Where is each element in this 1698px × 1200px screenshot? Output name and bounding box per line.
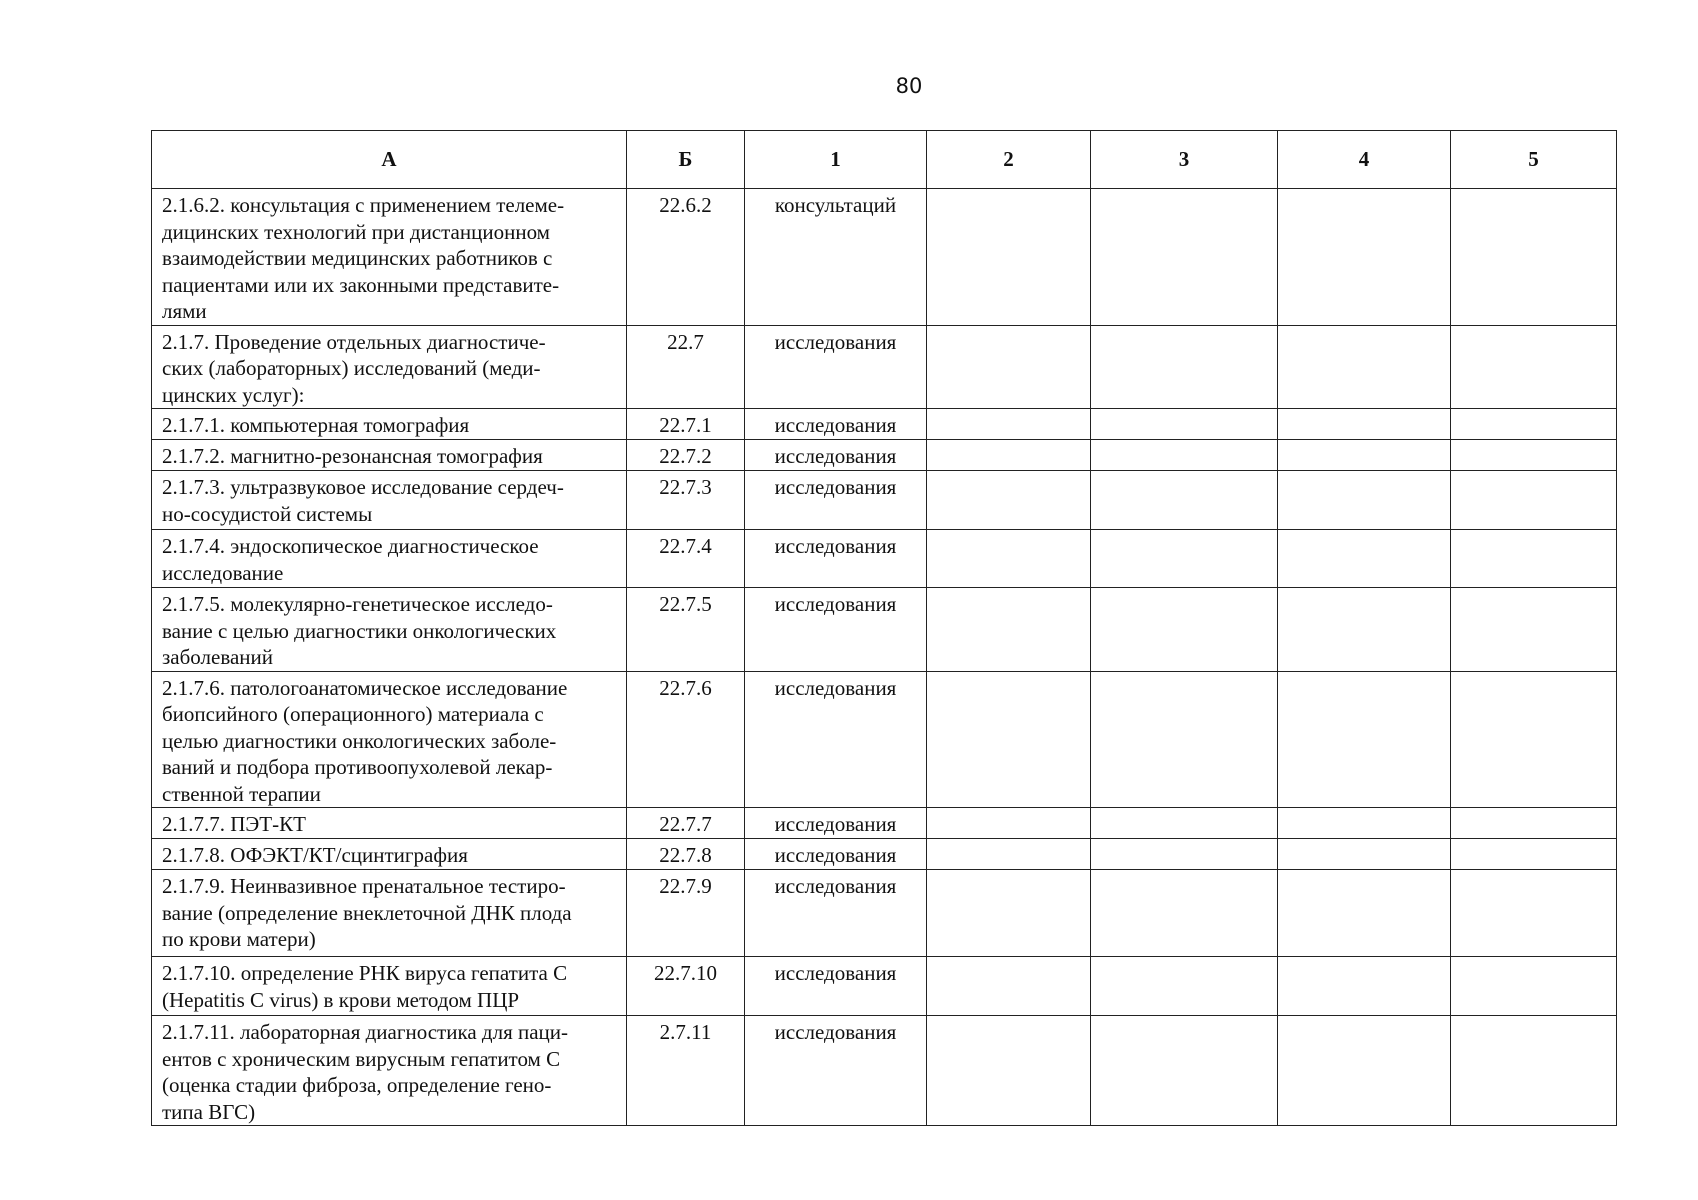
row-value-col-4 — [1278, 189, 1451, 326]
column-header-3: 3 — [1091, 131, 1278, 189]
description-line: дицинских технологий при дистанционном — [162, 219, 550, 244]
table-header-row — [152, 131, 1617, 189]
row-value-col-3 — [1091, 471, 1278, 530]
row-value-col-3 — [1091, 870, 1278, 957]
row-value-col-5 — [1451, 530, 1617, 588]
column-header-2: 2 — [927, 131, 1091, 189]
row-code: 22.7.10 — [627, 957, 745, 1016]
row-unit: исследования — [745, 870, 927, 957]
row-unit: исследования — [745, 325, 927, 409]
row-value-col-5 — [1451, 839, 1617, 870]
row-value-col-4 — [1278, 530, 1451, 588]
row-description — [152, 1016, 627, 1126]
row-value-col-5 — [1451, 957, 1617, 1016]
row-unit: исследования — [745, 957, 927, 1016]
row-unit: исследования — [745, 409, 927, 440]
row-description — [152, 409, 627, 440]
row-code: 2.7.11 — [627, 1016, 745, 1126]
row-value-col-2 — [927, 409, 1091, 440]
row-value-col-3 — [1091, 530, 1278, 588]
description-line: 2.1.7.8. ОФЭКТ/КТ/сцинтиграфия — [162, 843, 468, 867]
description-line: заболеваний — [162, 645, 273, 669]
row-value-col-2 — [927, 1016, 1091, 1126]
row-code: 22.7.2 — [627, 440, 745, 471]
row-value-col-5 — [1451, 471, 1617, 530]
row-value-col-4 — [1278, 808, 1451, 839]
description-line: по крови матери) — [162, 927, 316, 951]
description-line: (Hepatitis C virus) в крови методом ПЦР — [162, 987, 520, 1012]
row-value-col-3 — [1091, 671, 1278, 808]
description-line: взаимодействии медицинских работников с — [162, 246, 553, 270]
row-value-col-4 — [1278, 440, 1451, 471]
row-value-col-2 — [927, 671, 1091, 808]
row-value-col-2 — [927, 530, 1091, 588]
row-value-col-4 — [1278, 588, 1451, 672]
table-row — [152, 409, 1617, 440]
row-description — [152, 671, 627, 808]
column-header-1: 1 — [745, 131, 927, 189]
table-row — [152, 839, 1617, 870]
row-description — [152, 870, 627, 957]
table-row — [152, 671, 1617, 808]
table-row — [152, 1016, 1617, 1126]
row-value-col-4 — [1278, 471, 1451, 530]
row-description — [152, 957, 627, 1016]
description-line: 2.1.7. Проведение отдельных диагностиче- — [162, 329, 546, 354]
row-value-col-5 — [1451, 808, 1617, 839]
row-value-col-2 — [927, 839, 1091, 870]
description-line: 2.1.7.2. магнитно-резонансная томография — [162, 444, 543, 468]
description-line: ственной терапии — [162, 781, 321, 806]
row-value-col-2 — [927, 588, 1091, 672]
row-value-col-2 — [927, 325, 1091, 409]
row-value-col-5 — [1451, 870, 1617, 957]
description-line: 2.1.7.9. Неинвазивное пренатальное тестиро- — [162, 874, 566, 898]
row-unit: исследования — [745, 588, 927, 672]
row-value-col-3 — [1091, 808, 1278, 839]
row-value-col-3 — [1091, 409, 1278, 440]
description-line: 2.1.7.5. молекулярно-генетическое исследо- — [162, 592, 553, 616]
data-table — [151, 130, 1617, 1126]
row-value-col-2 — [927, 440, 1091, 471]
row-code: 22.7.1 — [627, 409, 745, 440]
description-line: 2.1.7.7. ПЭТ-КТ — [162, 812, 306, 836]
row-unit: исследования — [745, 839, 927, 870]
table-row — [152, 808, 1617, 839]
row-value-col-2 — [927, 808, 1091, 839]
row-value-col-4 — [1278, 409, 1451, 440]
row-value-col-4 — [1278, 671, 1451, 808]
description-line: целью диагностики онкологических заболе- — [162, 728, 557, 753]
row-value-col-3 — [1091, 957, 1278, 1016]
row-value-col-2 — [927, 870, 1091, 957]
row-value-col-4 — [1278, 839, 1451, 870]
description-line: исследование — [162, 560, 284, 585]
description-line: вание (определение внеклеточной ДНК плода — [162, 900, 572, 925]
description-line: 2.1.7.4. эндоскопическое диагностическое — [162, 534, 539, 558]
row-description — [152, 530, 627, 588]
row-code: 22.7.6 — [627, 671, 745, 808]
description-line: пациентами или их законными представите- — [162, 272, 560, 297]
column-header-b: Б — [627, 131, 745, 189]
description-line: но-сосудистой системы — [162, 501, 373, 526]
row-code: 22.7.4 — [627, 530, 745, 588]
row-value-col-2 — [927, 957, 1091, 1016]
table-row — [152, 325, 1617, 409]
row-code: 22.7.8 — [627, 839, 745, 870]
description-line: (оценка стадии фиброза, определение гено- — [162, 1073, 552, 1097]
description-line: вание с целью диагностики онкологических — [162, 618, 557, 643]
row-value-col-4 — [1278, 1016, 1451, 1126]
table-row — [152, 471, 1617, 530]
row-description — [152, 189, 627, 326]
row-value-col-3 — [1091, 325, 1278, 409]
description-line: лями — [162, 299, 207, 323]
table-row — [152, 189, 1617, 326]
description-line: 2.1.7.3. ультразвуковое исследование сердеч- — [162, 475, 564, 499]
row-unit: исследования — [745, 471, 927, 530]
row-description — [152, 471, 627, 530]
row-unit: исследования — [745, 1016, 927, 1126]
row-value-col-3 — [1091, 839, 1278, 870]
column-header-4: 4 — [1278, 131, 1451, 189]
row-value-col-5 — [1451, 588, 1617, 672]
row-value-col-5 — [1451, 189, 1617, 326]
column-header-a: А — [152, 131, 627, 189]
row-code: 22.7.9 — [627, 870, 745, 957]
row-description — [152, 325, 627, 409]
row-unit: исследования — [745, 530, 927, 588]
row-unit: исследования — [745, 671, 927, 808]
row-value-col-3 — [1091, 189, 1278, 326]
table-row — [152, 957, 1617, 1016]
row-value-col-3 — [1091, 440, 1278, 471]
row-value-col-4 — [1278, 957, 1451, 1016]
row-value-col-5 — [1451, 671, 1617, 808]
row-code: 22.7 — [627, 325, 745, 409]
row-description — [152, 808, 627, 839]
table-row — [152, 530, 1617, 588]
column-header-5: 5 — [1451, 131, 1617, 189]
row-value-col-5 — [1451, 440, 1617, 471]
row-description — [152, 440, 627, 471]
row-unit: консультаций — [745, 189, 927, 326]
description-line: ских (лабораторных) исследований (меди- — [162, 356, 541, 380]
table-body — [152, 189, 1617, 1126]
row-value-col-3 — [1091, 588, 1278, 672]
table-row — [152, 588, 1617, 672]
table-row — [152, 440, 1617, 471]
description-line: 2.1.7.1. компьютерная томография — [162, 413, 470, 437]
row-unit: исследования — [745, 440, 927, 471]
row-value-col-3 — [1091, 1016, 1278, 1126]
description-line: типа ВГС) — [162, 1099, 256, 1124]
row-value-col-5 — [1451, 325, 1617, 409]
row-value-col-2 — [927, 189, 1091, 326]
row-value-col-4 — [1278, 325, 1451, 409]
row-value-col-4 — [1278, 870, 1451, 957]
description-line: биопсийного (операционного) материала с — [162, 702, 544, 726]
row-code: 22.7.7 — [627, 808, 745, 839]
description-line: цинских услуг): — [162, 382, 305, 407]
description-line: 2.1.7.11. лабораторная диагностика для паци- — [162, 1020, 569, 1044]
description-line: 2.1.7.6. патологоанатомическое исследование — [162, 675, 568, 700]
row-code: 22.7.5 — [627, 588, 745, 672]
table-row — [152, 870, 1617, 957]
description-line: ентов с хроническим вирусным гепатитом С — [162, 1046, 561, 1071]
row-value-col-5 — [1451, 1016, 1617, 1126]
row-description — [152, 839, 627, 870]
row-value-col-5 — [1451, 409, 1617, 440]
page-number: 80 — [895, 74, 923, 98]
description-line: 2.1.6.2. консультация с применением телеме- — [162, 193, 565, 217]
row-code: 22.7.3 — [627, 471, 745, 530]
row-description — [152, 588, 627, 672]
row-value-col-2 — [927, 471, 1091, 530]
description-line: ваний и подбора противоопухолевой лекар- — [162, 755, 553, 779]
description-line: 2.1.7.10. определение РНК вируса гепатита С — [162, 961, 568, 985]
row-unit: исследования — [745, 808, 927, 839]
row-code: 22.6.2 — [627, 189, 745, 326]
